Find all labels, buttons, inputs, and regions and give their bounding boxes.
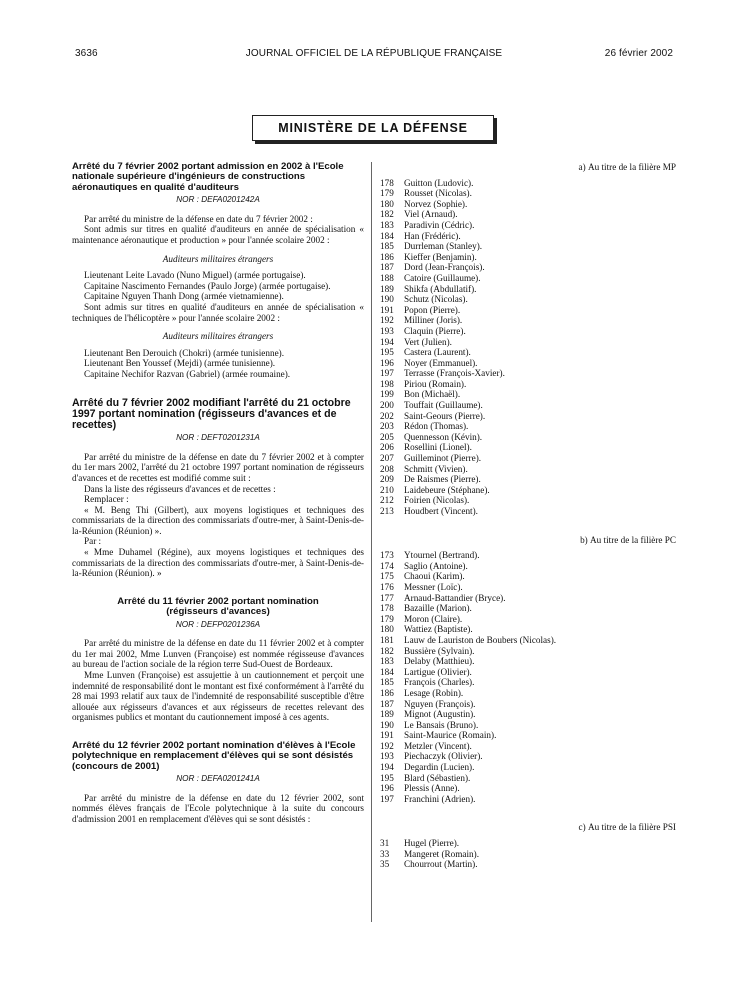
rank-number: 199 [380, 389, 394, 400]
list-item [380, 178, 680, 189]
rank-number: 178 [380, 603, 394, 614]
rank-number: 186 [380, 687, 394, 698]
list-item [380, 347, 680, 358]
nor-reference: NOR : DEFA0201242A [176, 195, 260, 205]
student-name: Lartigue (Olivier). [404, 666, 472, 677]
student-name: Catoire (Guillaume). [404, 272, 481, 283]
rank-number: 210 [380, 484, 394, 495]
student-name: Saglio (Antoine). [404, 560, 468, 571]
filiere-mp-heading: a) Au titre de la filière MP [578, 162, 676, 172]
ministry-heading: MINISTÈRE DE LA DÉFENSE [252, 115, 494, 141]
rank-number: 193 [380, 325, 394, 336]
rank-number: 179 [380, 613, 394, 624]
rank-number: 191 [380, 304, 394, 315]
rank-number: 198 [380, 378, 394, 389]
rank-number: 191 [380, 730, 394, 741]
filiere-psi-heading: c) Au titre de la filière PSI [578, 822, 676, 833]
list-entry: Capitaine Nguyen Thanh Dong (armée vietnamienne). [84, 291, 284, 302]
list-item [380, 432, 680, 443]
student-name: Metzler (Vincent). [404, 740, 472, 751]
student-name: Viel (Arnaud). [404, 209, 458, 220]
nor-reference: NOR : DEFP0201236A [175, 619, 261, 629]
list-item [380, 442, 680, 453]
rank-number: 187 [380, 262, 394, 273]
student-name: Popon (Pierre). [404, 304, 461, 315]
student-name: Le Bansais (Bruno). [404, 719, 479, 730]
list-item [380, 859, 680, 870]
arrete-title: Arrêté du 11 février 2002 portant nomination [117, 595, 319, 607]
paragraph: « M. Beng Thi (Gilbert), aux moyens logistiques et techniques des commissariats de la direction des commissariats d'outre-mer, à Saint-Denis-de-la-Réunion (Réunion) ». [72, 504, 364, 536]
rank-number: 178 [380, 177, 394, 188]
rank-number: 209 [380, 474, 394, 485]
rank-number: 193 [380, 751, 394, 762]
student-name: De Raismes (Pierre). [404, 474, 481, 485]
rank-number: 196 [380, 357, 394, 368]
student-name: Arnaud-Battandier (Bryce). [404, 592, 506, 603]
rank-number: 187 [380, 698, 394, 709]
rank-number: 180 [380, 198, 394, 209]
list-item [380, 699, 680, 710]
paragraph: « Mme Duhamel (Régine), aux moyens logistiques et techniques des commissariats de la direction des commissariats d'outre-mer, à Saint-Denis-de-la-Réunion (Réunion). » [72, 547, 364, 579]
list-item [380, 337, 680, 348]
paragraph: Par arrêté du ministre de la défense en date du 7 février 2002 et à compter du 1er mars 2002, l'arrêté du 21 octobre 1997 portant nomination de régisseurs d'avances et de recettes est modifié comme suit : [72, 451, 364, 483]
rank-number: 181 [380, 634, 394, 645]
student-name: Guitton (Ludovic). [404, 177, 474, 188]
rank-number: 213 [380, 506, 394, 516]
rank-number: 180 [380, 624, 394, 635]
rank-number: 205 [380, 431, 394, 442]
rank-number: 197 [380, 793, 394, 804]
list-item [380, 582, 680, 593]
list-item [380, 783, 680, 794]
rank-number: 197 [380, 368, 394, 379]
list-item [380, 495, 680, 506]
left-column [72, 162, 364, 825]
arrete-title-line2: (régisseurs d'avances) [166, 606, 270, 618]
student-name: Paradivin (Cédric). [404, 219, 475, 230]
student-name: Saint-Maurice (Romain). [404, 730, 497, 741]
list-item [380, 646, 680, 657]
list-item [380, 315, 680, 326]
student-name: Terrasse (François-Xavier). [404, 368, 505, 379]
nor-reference: NOR : DEFT0201231A [176, 433, 260, 443]
student-name: Saint-Geours (Pierre). [404, 410, 486, 421]
student-name: Noyer (Emmanuel). [404, 357, 478, 368]
list-item [380, 624, 680, 635]
student-name: Dord (Jean-François). [404, 262, 485, 273]
student-name: Hugel (Pierre). [404, 838, 460, 849]
student-name: Rousset (Nicolas). [404, 188, 472, 199]
list-item [380, 421, 680, 432]
list-item [380, 688, 680, 699]
student-name: Delaby (Matthieu). [404, 656, 475, 667]
arrete-ensica-auditeurs [72, 162, 364, 380]
student-name: Han (Frédéric). [404, 230, 461, 241]
list-item [380, 199, 680, 210]
list-item [380, 677, 680, 688]
list-item [380, 358, 680, 369]
list-item [380, 506, 680, 517]
list-item [380, 656, 680, 667]
list-item [380, 593, 680, 604]
rank-number: 185 [380, 677, 394, 688]
student-name: Moron (Claire). [404, 613, 463, 624]
rank-number: 186 [380, 251, 394, 262]
list-entry: Lieutenant Ben Youssef (Mejdi) (armée tunisienne). [84, 358, 276, 369]
filiere-pc-list [380, 550, 680, 804]
student-name: Bon (Michaël). [404, 389, 461, 400]
student-name: Castera (Laurent). [404, 347, 471, 358]
arrete-title: Arrêté du 12 février 2002 portant nomination d'élèves à l'Ecole polytechnique en remplacement d'élèves qui se sont désistés (concours de 2001) [72, 740, 356, 772]
student-name: Rosellini (Lionel). [404, 442, 472, 453]
student-name: Ytournel (Bertrand). [404, 550, 480, 561]
list-item [380, 209, 680, 220]
subheading: Auditeurs militaires étrangers [162, 253, 274, 264]
student-name: Lauw de Lauriston de Boubers (Nicolas). [404, 634, 557, 645]
student-name: Mignot (Augustin). [404, 709, 476, 720]
list-item [380, 389, 680, 400]
student-name: Chourrout (Martin). [404, 859, 478, 870]
list-item [380, 474, 680, 485]
list-item [380, 241, 680, 252]
list-item [380, 188, 680, 199]
rank-number: 179 [380, 188, 394, 199]
rank-number: 173 [380, 550, 394, 561]
student-name: Vert (Julien). [404, 336, 452, 347]
arrete-title: Arrêté du 7 février 2002 modifiant l'arrêté du 21 octobre 1997 portant nomination (régisseurs d'avances et de recettes) [72, 396, 351, 431]
rank-number: 184 [380, 666, 394, 677]
student-name: Durrleman (Stanley). [404, 241, 483, 252]
rank-number: 177 [380, 592, 394, 603]
list-item [380, 273, 680, 284]
rank-number: 200 [380, 400, 394, 411]
rank-number: 202 [380, 410, 394, 421]
rank-number: 194 [380, 336, 394, 347]
rank-number: 195 [380, 347, 394, 358]
list-item [380, 284, 680, 295]
subheading: Auditeurs militaires étrangers [162, 331, 274, 342]
list-item [380, 326, 680, 337]
student-name: Wattiez (Baptiste). [404, 624, 473, 635]
student-name: Degardin (Lucien). [404, 762, 475, 773]
student-name: Nguyen (François). [404, 698, 476, 709]
rank-number: 183 [380, 656, 394, 667]
list-item [380, 773, 680, 784]
rank-number: 35 [380, 859, 390, 870]
paragraph: Sont admis sur titres en qualité d'auditeurs en année de spécialisation « techniques de l'hélicoptère » pour l'année scolaire 2002 : [72, 301, 364, 323]
rank-number: 184 [380, 230, 394, 241]
list-item [380, 485, 680, 496]
nor-reference: NOR : DEFA0201241A [176, 774, 260, 784]
paragraph: Sont admis sur titres en qualité d'auditeurs en année de spécialisation « maintenance aéronautique et production » pour l'année scolaire 2002 : [72, 224, 364, 245]
rank-number: 175 [380, 571, 394, 582]
rank-number: 182 [380, 645, 394, 656]
student-name: Piriou (Romain). [404, 378, 467, 389]
student-name: Schmitt (Vivien). [404, 463, 468, 474]
rank-number: 189 [380, 283, 394, 294]
arrete-ecole-polytechnique [72, 741, 364, 825]
arrete-regisseurs-avances [72, 597, 364, 723]
list-item [380, 614, 680, 625]
student-name: Milliner (Joris). [404, 315, 463, 326]
list-item [380, 603, 680, 614]
list-entry: Capitaine Nechifor Razvan (Gabriel) (armée roumaine). [84, 368, 291, 379]
list-item [380, 849, 680, 860]
list-item [380, 741, 680, 752]
list-item [380, 709, 680, 720]
list-item [380, 262, 680, 273]
list-item [380, 838, 680, 849]
student-name: Guilleminot (Pierre). [404, 453, 482, 464]
student-name: Messner (Loïc). [404, 581, 463, 592]
list-entry: Capitaine Nascimento Fernandes (Paulo Jorge) (armée portugaise). [84, 280, 331, 291]
list-item [380, 252, 680, 263]
student-name: Bussière (Sylvain). [404, 645, 475, 656]
list-item [380, 400, 680, 411]
filiere-psi-list [380, 838, 680, 870]
student-name: Foirien (Nicolas). [404, 495, 470, 506]
rank-number: 174 [380, 560, 394, 571]
rank-number: 212 [380, 495, 394, 506]
list-item [380, 794, 680, 805]
student-name: Bazaille (Marion). [404, 603, 472, 614]
student-name: Piechaczyk (Olivier). [404, 751, 483, 762]
list-item [380, 294, 680, 305]
arrete-regisseurs-avances-recettes [72, 398, 364, 579]
list-item [380, 762, 680, 773]
filiere-pc-heading: b) Au titre de la filière PC [580, 534, 676, 545]
list-item [380, 379, 680, 390]
student-name: Houdbert (Vincent). [404, 506, 478, 516]
list-entry: Lieutenant Ben Derouich (Chokri) (armée tunisienne). [84, 347, 285, 358]
student-name: Franchini (Adrien). [404, 793, 476, 804]
student-name: Laidebeure (Stéphane). [404, 484, 490, 495]
list-item [380, 751, 680, 762]
rank-number: 189 [380, 709, 394, 720]
rank-number: 188 [380, 272, 394, 283]
filiere-mp-list [380, 178, 680, 517]
list-item [380, 368, 680, 379]
student-name: Claquin (Pierre). [404, 325, 466, 336]
publication-date: 26 février 2002 [604, 48, 673, 59]
list-item [380, 305, 680, 316]
list-item [380, 635, 680, 646]
student-name: Schutz (Nicolas). [404, 294, 468, 305]
student-name: Quennesson (Kévin). [404, 431, 483, 442]
list-item [380, 411, 680, 422]
paragraph: Par arrêté du ministre de la défense en date du 7 février 2002 : [84, 213, 313, 224]
rank-number: 203 [380, 421, 394, 432]
rank-number: 31 [380, 838, 390, 849]
paragraph: Par : [84, 536, 102, 547]
list-item [380, 550, 680, 561]
rank-number: 33 [380, 848, 390, 859]
list-item [380, 720, 680, 731]
rank-number: 206 [380, 442, 394, 453]
student-name: François (Charles). [404, 677, 475, 688]
student-name: Norvez (Sophie). [404, 198, 468, 209]
paragraph: Dans la liste des régisseurs d'avances et de recettes : [84, 483, 276, 494]
student-name: Shikfa (Abdullatif). [404, 283, 477, 294]
rank-number: 195 [380, 772, 394, 783]
student-name: Rédon (Thomas). [404, 421, 469, 432]
rank-number: 196 [380, 783, 394, 794]
rank-number: 185 [380, 241, 394, 252]
student-name: Lesage (Robin). [404, 687, 464, 698]
paragraph: Par arrêté du ministre de la défense en date du 12 février 2002, sont nommés élèves français de l'Ecole polytechnique à la suite du concours d'admission 2001 en remplacement d'élèves qui se sont désistés : [72, 792, 364, 825]
rank-number: 183 [380, 219, 394, 230]
journal-title: JOURNAL OFFICIEL DE LA RÉPUBLIQUE FRANÇAISE [245, 48, 503, 59]
paragraph: Remplacer : [84, 494, 129, 505]
list-entry: Lieutenant Leite Lavado (Nuno Miguel) (armée portugaise). [84, 270, 306, 281]
student-name: Touffait (Guillaume). [404, 400, 483, 411]
student-name: Plessis (Anne). [404, 783, 460, 794]
rank-number: 208 [380, 463, 394, 474]
student-name: Mangeret (Romain). [404, 848, 480, 859]
rank-number: 207 [380, 453, 394, 464]
right-column [380, 162, 680, 870]
rank-number: 190 [380, 294, 394, 305]
paragraph: Par arrêté du ministre de la défense en date du 11 février 2002 et à compter du 1er mai 2002, Mme Lunven (Françoise) est nommée régisseuse d'avances au bureau de l'action sociale de la région terre Sud-Ouest de Bordeaux. [72, 638, 364, 670]
student-name: Chaoui (Karim). [404, 571, 465, 582]
list-item [380, 561, 680, 572]
rank-number: 182 [380, 209, 394, 220]
column-divider [371, 162, 372, 922]
page-number: 3636 [75, 48, 98, 59]
paragraph: Mme Lunven (Françoise) est assujettie à un cautionnement et perçoit une indemnité de responsabilité dont le montant est fixé conformément à l'arrêté du 28 mai 1993 relatif aux taux de l'indemnité de responsabilité susceptible d'être allouée aux régisseurs d'avances et aux régisseurs de recettes relevant des organismes publics et montant du cautionnement imposé à ces agents. [72, 670, 364, 723]
rank-number: 194 [380, 762, 394, 773]
rank-number: 192 [380, 740, 394, 751]
arrete-title: Arrêté du 7 février 2002 portant admission en 2002 à l'Ecole nationale supérieure d'ingénieurs de constructions aéronautiques en qualité d'auditeurs [72, 161, 344, 193]
list-item [380, 667, 680, 678]
student-name: Kieffer (Benjamin). [404, 251, 477, 262]
list-item [380, 220, 680, 231]
student-name: Blard (Sébastien). [404, 772, 471, 783]
list-item [380, 453, 680, 464]
rank-number: 176 [380, 581, 394, 592]
list-item [380, 571, 680, 582]
list-item [380, 730, 680, 741]
rank-number: 190 [380, 719, 394, 730]
list-item [380, 231, 680, 242]
list-item [380, 464, 680, 475]
rank-number: 192 [380, 315, 394, 326]
